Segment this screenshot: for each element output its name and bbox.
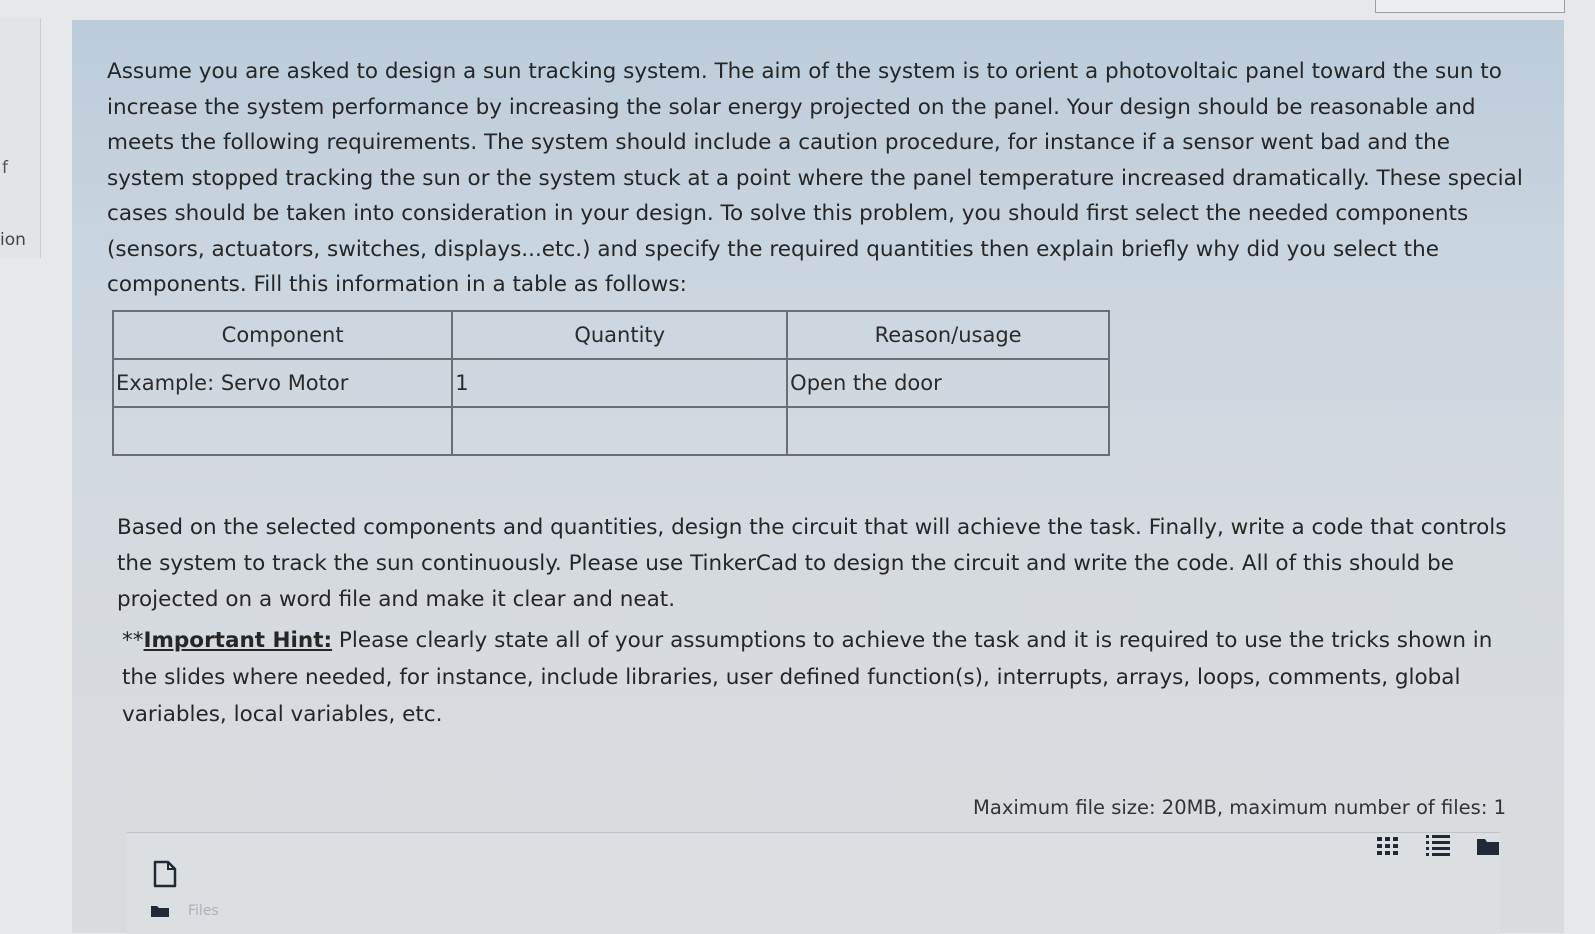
cell-reason: Open the door xyxy=(787,359,1109,407)
top-right-field[interactable] xyxy=(1375,0,1565,13)
sidebar-fragment-top: f xyxy=(2,158,8,178)
design-instructions: Based on the selected components and quantities, design the circuit that will achieve the task. Finally, write a code that controls the system to track the sun continuously. Please use TinkerCad to design the circuit and write the code. All of this should be projected on a word file and make it clear and neat. xyxy=(117,515,1507,612)
hint-colon: : xyxy=(323,628,333,653)
file-icon xyxy=(152,860,178,888)
folder-icon[interactable] xyxy=(1474,832,1502,860)
header-reason: Reason/usage xyxy=(787,311,1109,359)
sidebar-fragment-bottom: ion xyxy=(0,230,26,250)
hint-label: Important Hint xyxy=(143,628,324,653)
table-row xyxy=(113,359,1109,407)
hint-text: Please clearly state all of your assumptions to achieve the task and it is required to use the tricks shown in the slides where needed, for instance, include libraries, user defined function(s), interrupts, arrays, loops, comments, global variables, local variables, etc. xyxy=(122,628,1493,727)
upload-limits: Maximum file size: 20MB, maximum number of files: 1 xyxy=(973,796,1506,819)
cell-reason xyxy=(787,407,1109,455)
list-icon[interactable] xyxy=(1424,832,1452,860)
important-hint xyxy=(122,622,1512,733)
view-toggle-group xyxy=(1374,832,1502,860)
cell-component: Example: Servo Motor xyxy=(113,359,452,407)
question-intro: Assume you are asked to design a sun tracking system. The aim of the system is to orient a photovoltaic panel toward the sun to increase the system performance by increasing the solar energy projected on the panel. Your design should be reasonable and meets the following requirements. The system should include a caution procedure, for instance if a sensor went bad and the system stopped tracking the sun or the system stuck at a point where the panel temperature increased dramatically. These special cases should be taken into consideration in your design. To solve this problem, you should first select the needed components (sensors, actuators, switches, displays...etc.) and specify the required quantities then explain briefly why did you select the components. Fill this information in a table as follows: xyxy=(107,59,1523,297)
question-panel xyxy=(72,20,1564,933)
header-component: Component xyxy=(113,311,452,359)
files-label: Files xyxy=(188,903,219,919)
cell-quantity xyxy=(452,407,787,455)
header-quantity: Quantity xyxy=(452,311,787,359)
grid-icon[interactable] xyxy=(1374,832,1402,860)
cell-component xyxy=(113,407,452,455)
table-header-row xyxy=(113,311,1109,359)
folder-icon xyxy=(151,905,169,917)
components-table xyxy=(112,310,1110,456)
hint-prefix: ** xyxy=(122,628,144,653)
cell-quantity: 1 xyxy=(452,359,787,407)
file-drop-area[interactable] xyxy=(127,832,1500,934)
left-sidebar-fragment xyxy=(0,18,41,258)
table-row xyxy=(113,407,1109,455)
